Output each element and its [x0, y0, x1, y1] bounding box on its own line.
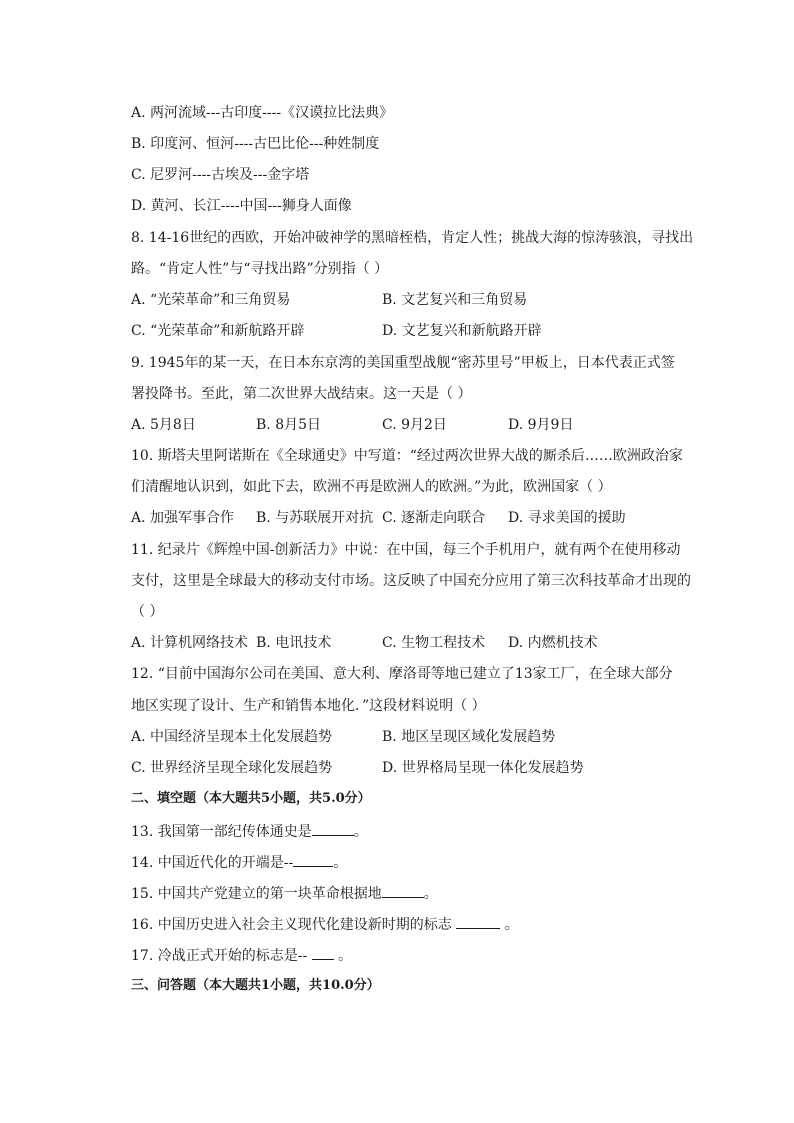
q12-option-d: D. 世界格局呈现一体化发展趋势: [382, 760, 584, 776]
answer-blank[interactable]: [312, 945, 334, 960]
q8-stem-line1: 8. 14-16世纪的西欧，开始冲破神学的黑暗桎梏，肯定人性；挑战大海的惊涛骇浪，寻找出: [131, 230, 694, 246]
q12-option-c: C. 世界经济呈现全球化发展趋势: [131, 760, 333, 776]
fill-item-suffix: 。: [333, 948, 353, 964]
q7-option-d: D. 黄河、长江----中国---狮身人面像: [131, 198, 352, 214]
fill-item: [131, 883, 438, 904]
fill-item: [131, 945, 352, 966]
q8-option-d: D. 文艺复兴和新航路开辟: [382, 323, 542, 339]
fill-item-suffix: 。: [333, 855, 348, 871]
fill-item-prefix: 17. 冷战正式开始的标志是--: [131, 948, 312, 964]
q10-option-d: D. 寻求美国的援助: [508, 510, 626, 526]
fill-item: [131, 821, 368, 842]
fill-item-suffix: 。: [353, 824, 368, 840]
fill-item-prefix: 13. 我国第一部纪传体通史是: [131, 824, 312, 840]
fill-item-prefix: 16. 中国历史进入社会主义现代化建设新时期的标志: [131, 917, 457, 933]
fill-item: [131, 914, 519, 935]
fill-item-suffix: 。: [423, 886, 438, 902]
q11-option-d: D. 内燃机技术: [508, 635, 598, 651]
q11-stem-line2: 支付，这里是全球最大的移动支付市场。这反映了中国充分应用了第三次科技革命才出现的: [131, 573, 691, 589]
answer-blank[interactable]: [293, 852, 333, 867]
q9-option-a: A. 5月8日: [131, 417, 196, 433]
q7-option-a: A. 两河流域---古印度----《汉谟拉比法典》: [131, 105, 394, 121]
q12-stem-line2: 地区实现了设计、生产和销售本地化．”这段材料说明（ ）: [131, 698, 486, 714]
q9-stem-line2: 署投降书。至此，第二次世界大战结束。这一天是（ ）: [131, 386, 472, 402]
q11-stem-line3: （ ）: [131, 604, 164, 620]
q10-option-b: B. 与苏联展开对抗: [256, 510, 374, 526]
q10-stem-line1: 10. 斯塔夫里阿诺斯在《全球通史》中写道：“经过两次世界大战的厮杀后……欧洲政治家: [131, 448, 683, 464]
q9-option-b: B. 8月5日: [256, 417, 322, 433]
section-title-fill-in: 二、填空题（本大题共5小题，共5.0分）: [131, 791, 371, 806]
q11-option-b: B. 电讯技术: [256, 635, 332, 651]
q8-option-b: B. 文艺复兴和三角贸易: [382, 292, 528, 308]
q11-stem-line1: 11. 纪录片《辉煌中国-创新活力》中说：在中国，每三个手机用户，就有两个在使用移动: [131, 542, 681, 558]
q9-stem-line1: 9. 1945年的某一天，在日本东京湾的美国重型战舰“密苏里号”甲板上，日本代表正式签: [131, 355, 675, 371]
q9-option-d: D. 9月9日: [508, 417, 574, 433]
answer-blank[interactable]: [312, 821, 354, 836]
q10-option-a: A. 加强军事合作: [131, 510, 235, 526]
section-title-short-answer: 三、问答题（本大题共1小题，共10.0分）: [131, 978, 380, 993]
q10-stem-line2: 们清醒地认识到，如此下去，欧洲不再是欧洲人的欧洲。”为此，欧洲国家（ ）: [131, 479, 612, 495]
q12-option-b: B. 地区呈现区域化发展趋势: [382, 729, 556, 745]
q10-option-c: C. 逐渐走向联合: [382, 510, 486, 526]
q7-option-c: C. 尼罗河----古埃及---金字塔: [131, 167, 310, 183]
fill-item-suffix: 。: [500, 917, 519, 933]
fill-item: [131, 852, 347, 873]
q11-option-c: C. 生物工程技术: [382, 635, 486, 651]
q8-option-a: A. “光荣革命”和三角贸易: [131, 292, 291, 308]
q12-option-a: A. 中国经济呈现本土化发展趋势: [131, 729, 333, 745]
q9-option-c: C. 9月2日: [382, 417, 447, 433]
q7-option-b: B. 印度河、恒河----古巴比伦---种姓制度: [131, 136, 380, 152]
answer-blank[interactable]: [382, 883, 424, 898]
q8-stem-line2: 路。“肯定人性”与“寻找出路”分别指（ ）: [131, 261, 389, 277]
q11-option-a: A. 计算机网络技术: [131, 635, 249, 651]
q8-option-c: C. “光荣革命”和新航路开辟: [131, 323, 305, 339]
q12-stem-line1: 12. “目前中国海尔公司在美国、意大利、摩洛哥等地已建立了13家工厂，在全球大部分: [131, 666, 673, 682]
fill-item-prefix: 14. 中国近代化的开端是--: [131, 855, 294, 871]
fill-item-prefix: 15. 中国共产党建立的第一块革命根据地: [131, 886, 382, 902]
answer-blank[interactable]: [456, 914, 500, 929]
